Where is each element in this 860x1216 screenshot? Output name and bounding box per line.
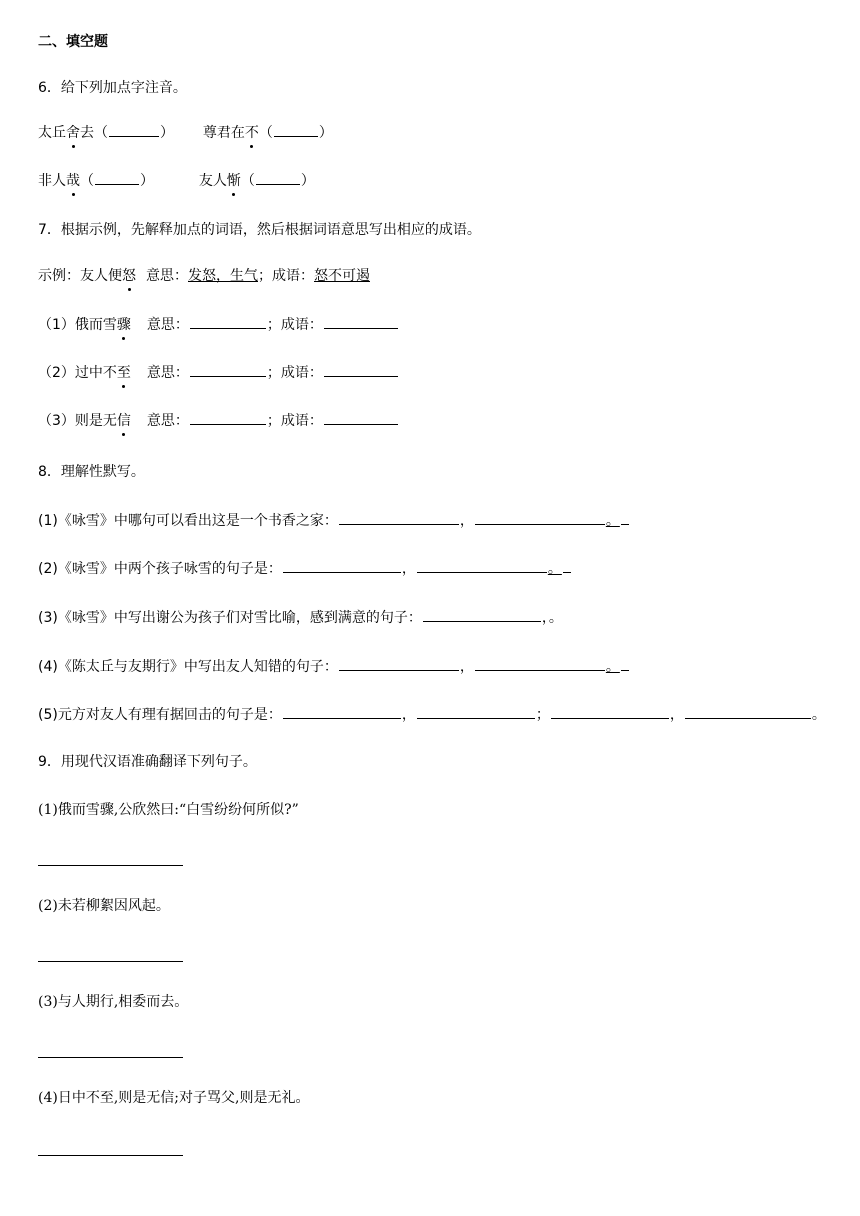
meaning-blank[interactable] [190, 314, 266, 329]
q9-item-1: (1)俄而雪骤,公欣然曰:“白雪纷纷何所似?” [38, 802, 299, 818]
recite-blank[interactable] [417, 558, 547, 573]
recite-blank[interactable] [339, 656, 459, 671]
q7-example: 示例：友人便怒 意思：发怒，生气；成语：怒不可遏 [38, 268, 370, 284]
recite-blank[interactable] [283, 704, 401, 719]
recite-blank[interactable] [551, 704, 669, 719]
idiom-blank[interactable] [324, 410, 398, 425]
q8-item-1: (1)《咏雪》中哪句可以看出这是一个书香之家： ， 。 [38, 510, 630, 531]
recite-blank[interactable] [283, 558, 401, 573]
recite-blank[interactable] [475, 510, 605, 525]
recite-blank[interactable] [423, 607, 541, 622]
dotted-char: 惭 [226, 173, 241, 189]
q7-item-1: （1）俄而雪骤 意思： ；成语： [38, 314, 399, 335]
answer-blank[interactable] [256, 170, 300, 185]
recite-blank[interactable] [685, 704, 811, 719]
dotted-char: 怒 [122, 268, 136, 284]
dotted-char: 至 [116, 365, 131, 381]
section-title: 二、填空题 [38, 34, 108, 50]
idiom-blank[interactable] [324, 314, 398, 329]
dotted-char: 信 [116, 413, 131, 429]
q8-item-3: (3)《咏雪》中写出谢公为孩子们对雪比喻，感到满意的句子： ，。 [38, 607, 563, 628]
translation-answer-line[interactable] [38, 1056, 183, 1058]
q9-item-4: (4)日中不至,则是无信;对子骂父,则是无礼。 [38, 1090, 310, 1106]
recite-blank[interactable] [339, 510, 459, 525]
dotted-char: 哉 [66, 173, 80, 189]
q8-item-5: (5)元方对友人有理有据回击的句子是： ， ； ， 。 [38, 704, 826, 725]
q6-item-3: 非人哉（ ） [38, 173, 158, 189]
dotted-char: 骤 [116, 317, 131, 333]
q6-row-1 [38, 122, 333, 143]
example-idiom: 怒不可遏 [314, 268, 370, 284]
q7-item-3: （3）则是无信 意思： ；成语： [38, 410, 399, 431]
q6-item-4: 友人惭（ ） [199, 173, 315, 189]
q6-item-1: 太丘舍去（ ） [38, 125, 178, 141]
q8-item-4: (4)《陈太丘与友期行》中写出友人知错的句子： ， 。 [38, 656, 630, 677]
meaning-blank[interactable] [190, 362, 266, 377]
q6-row-2 [38, 170, 315, 191]
q6-item-2: 尊君在不（ ） [203, 125, 333, 141]
recite-blank[interactable] [475, 656, 605, 671]
q8-item-2: (2)《咏雪》中两个孩子咏雪的句子是： ， 。 [38, 558, 572, 579]
q8-prompt: 8．理解性默写。 [38, 464, 145, 480]
translation-answer-line[interactable] [38, 1154, 183, 1156]
q6-prompt: 6．给下列加点字注音。 [38, 80, 187, 96]
translation-answer-line[interactable] [38, 960, 183, 962]
answer-blank[interactable] [274, 122, 318, 137]
translation-answer-line[interactable] [38, 864, 183, 866]
recite-blank[interactable] [417, 704, 535, 719]
q7-item-2: （2）过中不至 意思： ；成语： [38, 362, 399, 383]
answer-blank[interactable] [95, 170, 139, 185]
dotted-char: 不 [244, 125, 259, 141]
answer-blank[interactable] [109, 122, 159, 137]
q7-prompt: 7．根据示例，先解释加点的词语，然后根据词语意思写出相应的成语。 [38, 222, 481, 238]
q9-prompt: 9．用现代汉语准确翻译下列句子。 [38, 754, 257, 770]
q9-item-2: (2)未若柳絮因风起。 [38, 898, 170, 914]
idiom-blank[interactable] [324, 362, 398, 377]
meaning-blank[interactable] [190, 410, 266, 425]
example-meaning: 发怒，生气 [188, 268, 258, 284]
q9-item-3: (3)与人期行,相委而去。 [38, 994, 189, 1010]
dotted-char: 舍 [66, 125, 80, 141]
